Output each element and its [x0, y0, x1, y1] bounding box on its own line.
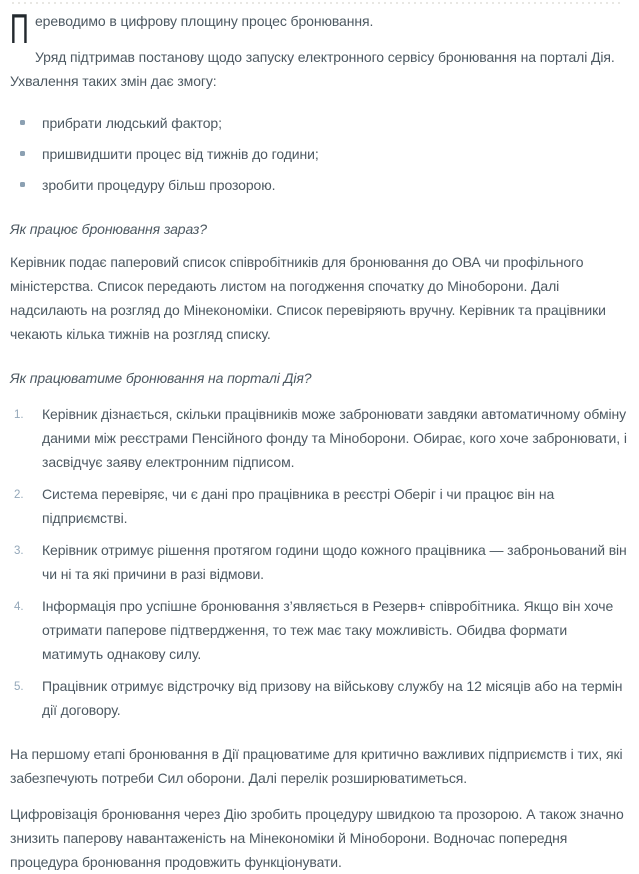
step-item	[10, 538, 631, 586]
bullet-text: пришвидшити процес від тижнів до години;	[42, 146, 319, 162]
step-number: 4.	[14, 601, 24, 613]
step-number: 5.	[14, 681, 24, 693]
step-item	[10, 594, 631, 666]
section-heading-future-process: Як працюватиме бронювання на порталі Дія?	[10, 370, 312, 386]
step-text: Працівник отримує відстрочку від призову на військову службу на 12 місяців або на термін дії договору.	[42, 678, 623, 718]
list-item	[10, 173, 631, 197]
bullet-icon	[20, 120, 25, 125]
closing-paragraph-digitalization: Цифровізація бронювання через Дію зробить процедуру швидкою та прозорою. А також значно знизить паперову навантаженість на Мінекономіки й Міноборони. Водночас попередня процедура бронювання продовжить функціонувати.	[10, 806, 624, 870]
step-number: 2.	[14, 489, 24, 501]
current-process-paragraph: Керівник подає паперовий список співробітників для бронювання до ОВА чи профільного міністерства. Список передають листом на погодження спочатку до Міноборони. Далі надсилають на розгляд до Мінекономіки. Список перевіряють вручну. Керівник та працівники чекають кілька тижнів на розгляд списку.	[10, 254, 606, 342]
closing-paragraph-first-stage: На першому етапі бронювання в Дії працюватиме для критично важливих підприємств і тих, які забезпечують потреби Сил оборони. Далі перелік розширюватиметься.	[10, 746, 623, 786]
bullet-icon	[20, 182, 25, 187]
list-item	[10, 111, 631, 135]
dropcap-letter: П	[10, 5, 29, 52]
step-text: Керівник дізнається, скільки працівників може забронювати завдяки автоматичному обміну даними між реєстрами Пенсійного фонду та Міноборони. Обирає, кого хоче забронювати, і засвідчує заяву електронним підписом.	[42, 406, 627, 470]
step-text: Система перевіряє, чи є дані про працівника в реєстрі Оберіг і чи працює він на підприємстві.	[42, 486, 555, 526]
list-item	[10, 142, 631, 166]
step-item	[10, 674, 631, 722]
clipped-previous-line-remnant	[12, 2, 621, 4]
lead-paragraph	[10, 5, 631, 52]
steps-list	[10, 402, 631, 722]
bullet-text: зробити процедуру більш прозорою.	[42, 177, 276, 193]
benefits-list	[10, 111, 631, 197]
step-number: 1.	[14, 409, 24, 421]
lead-text: ереводимо в цифрову площину процес бронювання.	[35, 13, 374, 29]
section-heading-current-process: Як працює бронювання зараз?	[10, 221, 207, 237]
step-number: 3.	[14, 545, 24, 557]
step-item	[10, 482, 631, 530]
step-text: Керівник отримує рішення протягом години щодо кожного працівника — заброньований він чи ні та які причини в разі відмови.	[42, 542, 627, 582]
step-text: Інформація про успішне бронювання з’являється в Резерв+ співробітника. Якщо він хоче отримати паперове підтвердження, то теж має таку можливість. Обидва формати матимуть однакову силу.	[42, 598, 614, 662]
intro-paragraph: Уряд підтримав постанову щодо запуску електронного сервісу бронювання на порталі Дія. Ухвалення таких змін дає змогу:	[10, 49, 615, 89]
step-item	[10, 402, 631, 474]
bullet-icon	[20, 151, 25, 156]
bullet-text: прибрати людський фактор;	[42, 115, 222, 131]
